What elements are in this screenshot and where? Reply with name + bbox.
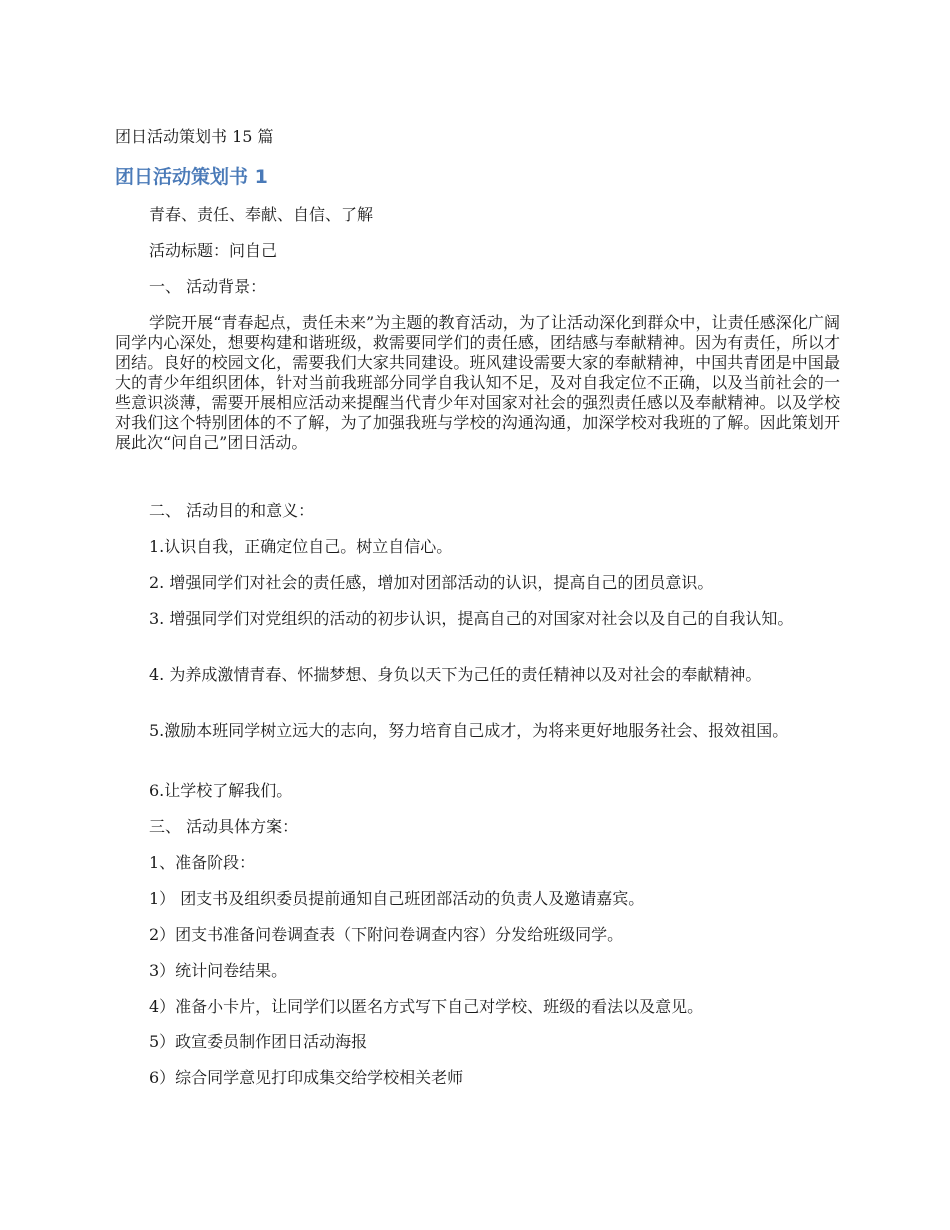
plan-step-3: 3）统计问卷结果。 [149,961,288,980]
keywords-line: 青春、责任、奉献、自信、了解 [149,205,374,224]
purpose-item-2: 2. 增强同学们对社会的责任感，增加对团部活动的认识，提高自己的团员意识。 [149,573,714,592]
purpose-item-1: 1.认识自我，正确定位自己。树立自信心。 [149,537,453,556]
plan-step-6: 6）综合同学意见打印成集交给学校相关老师 [149,1068,464,1087]
plan-step-5: 5）政宣委员制作团日活动海报 [149,1032,368,1051]
section-heading: 团日活动策划书 1 [115,166,268,188]
heading-plan: 三、 活动具体方案： [149,817,299,836]
purpose-item-6: 6.让学校了解我们。 [149,781,293,800]
purpose-item-3: 3. 增强同学们对党组织的活动的初步认识，提高自己的对国家对社会以及自己的自我认知。 [149,609,794,628]
plan-step-2: 2）团支书准备问卷调查表（下附问卷调查内容）分发给班级同学。 [149,925,624,944]
purpose-item-4: 4. 为养成激情青春、怀揣梦想、身负以天下为己任的责任精神以及对社会的奉献精神。 [149,665,762,684]
plan-step-4: 4）准备小卡片，让同学们以匿名方式写下自己对学校、班级的看法以及意见。 [149,997,704,1016]
document-title: 团日活动策划书 15 篇 [115,127,274,146]
plan-stage-1: 1、准备阶段： [149,853,256,872]
activity-title-line: 活动标题：问自己 [149,241,278,260]
heading-background: 一、 活动背景： [149,277,267,296]
purpose-item-5: 5.激励本班同学树立远大的志向，努力培育自己成才，为将来更好地服务社会、报效祖国。 [149,721,789,740]
background-paragraph: 学院开展“青春起点，责任未来”为主题的教育活动，为了让活动深化到群众中，让责任感深化广阔同学内心深处，想要构建和谐班级，救需要同学们的责任感，团结感与奉献精神。因为有责任，所以才团结。良好的校园文化，需要我们大家共同建设。班风建设需要大家的奉献精神，中国共青团是中国最大的青少年组织团体，针对当前我班部分同学自我认知不足，及对自我定位不正确，以及当前社会的一些意识淡薄，需要开展相应活动来提醒当代青少年对国家对社会的强烈责任感以及奉献精神。以及学校对我们这个特别团体的不了解，为了加强我班与学校的沟通沟通，加深学校对我班的了解。因此策划开展此次“问自己”团日活动。 [115,313,840,452]
plan-step-1: 1） 团支书及组织委员提前通知自己班团部活动的负责人及邀请嘉宾。 [149,889,645,908]
heading-purpose: 二、 活动目的和意义： [149,501,315,520]
